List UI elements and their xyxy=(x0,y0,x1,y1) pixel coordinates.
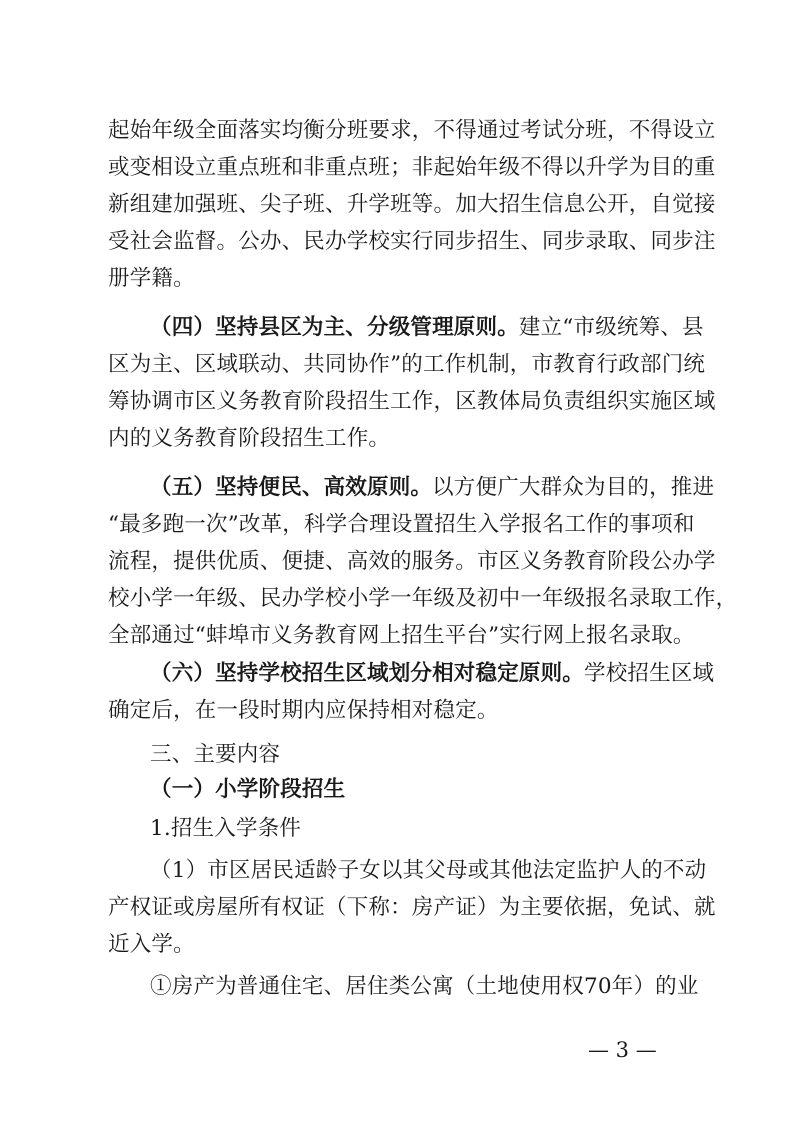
chapter-three-heading-line xyxy=(150,741,688,769)
body-line-3 xyxy=(108,191,716,219)
text-run: 新组建加强班、尖子班、升学班等。加大招生信息公开，自觉接 xyxy=(108,192,716,217)
body-line-7 xyxy=(108,351,706,379)
body-line-2 xyxy=(108,154,716,182)
text-run: 内的义务教育阶段招生工作。 xyxy=(108,426,391,451)
body-line-4 xyxy=(108,228,716,256)
subsection-one-heading-line xyxy=(150,776,688,804)
section-six-heading-line xyxy=(150,660,715,688)
text-run: 产权证或房屋所有权证（下称：房产证）为主要依据，免试、就 xyxy=(108,895,716,920)
text-run: ①房产为普通住宅、居住类公寓（土地使用权70年）的业 xyxy=(150,974,699,999)
section-six-heading: （六）坚持学校招生区域划分相对稳定原则。 xyxy=(150,661,585,686)
body-line-22 xyxy=(108,931,688,959)
text-run: 近入学。 xyxy=(108,932,195,957)
body-line-11 xyxy=(108,511,695,539)
text-run: 全部通过“蚌埠市义务教育网上招生平台”实行网上报名录取。 xyxy=(108,623,695,648)
body-line-9 xyxy=(108,425,688,453)
text-run: 建立“市级统筹、县 xyxy=(518,315,704,340)
text-run: 学校招生区域 xyxy=(584,661,715,686)
page-number: — 3 — xyxy=(588,1038,657,1062)
text-run: 区为主、区域联动、共同协作”的工作机制，市教育行政部门统 xyxy=(108,352,706,377)
text-run: 校小学一年级、民办学校小学一年级及初中一年级报名录取工作， xyxy=(108,586,738,611)
text-run: 流程，提供优质、便捷、高效的服务。市区义务教育阶段公办学 xyxy=(108,549,716,574)
subsection-one-heading: （一）小学阶段招生 xyxy=(150,777,346,802)
body-line-5 xyxy=(108,265,688,293)
section-five-heading-line xyxy=(150,474,715,502)
body-line-14 xyxy=(108,622,695,650)
body-line-21 xyxy=(108,894,716,922)
body-line-23 xyxy=(150,973,699,1001)
text-run: 或变相设立重点班和非重点班；非起始年级不得以升学为目的重 xyxy=(108,155,716,180)
body-line-20 xyxy=(150,857,707,885)
text-run: 筹协调市区义务教育阶段招生工作，区教体局负责组织实施区域 xyxy=(108,389,716,414)
section-four-heading: （四）坚持县区为主、分级管理原则。 xyxy=(150,315,519,340)
text-run: （1）市区居民适龄子女以其父母或其他法定监护人的不动 xyxy=(150,858,707,883)
section-five-heading: （五）坚持便民、高效原则。 xyxy=(150,475,433,500)
text-run: 以方便广大群众为目的，推进 xyxy=(432,475,715,500)
text-run: 受社会监督。公办、民办学校实行同步招生、同步录取、同步注 xyxy=(108,229,716,254)
chapter-three-heading: 三、主要内容 xyxy=(150,742,281,767)
text-run: 确定后，在一段时期内应保持相对稳定。 xyxy=(108,698,499,723)
body-line-16 xyxy=(108,697,688,725)
section-four-heading-line xyxy=(150,314,704,342)
text-run: 起始年级全面落实均衡分班要求，不得通过考试分班，不得设立 xyxy=(108,118,716,143)
text-run: “最多跑一次”改革，科学合理设置招生入学报名工作的事项和 xyxy=(108,512,695,537)
body-line-12 xyxy=(108,548,716,576)
item-one-heading-line xyxy=(150,815,688,843)
body-line-8 xyxy=(108,388,716,416)
body-line-13 xyxy=(108,585,738,613)
body-line-1 xyxy=(108,117,716,145)
text-run: 册学籍。 xyxy=(108,266,195,291)
item-one-heading: 1.招生入学条件 xyxy=(150,816,302,841)
